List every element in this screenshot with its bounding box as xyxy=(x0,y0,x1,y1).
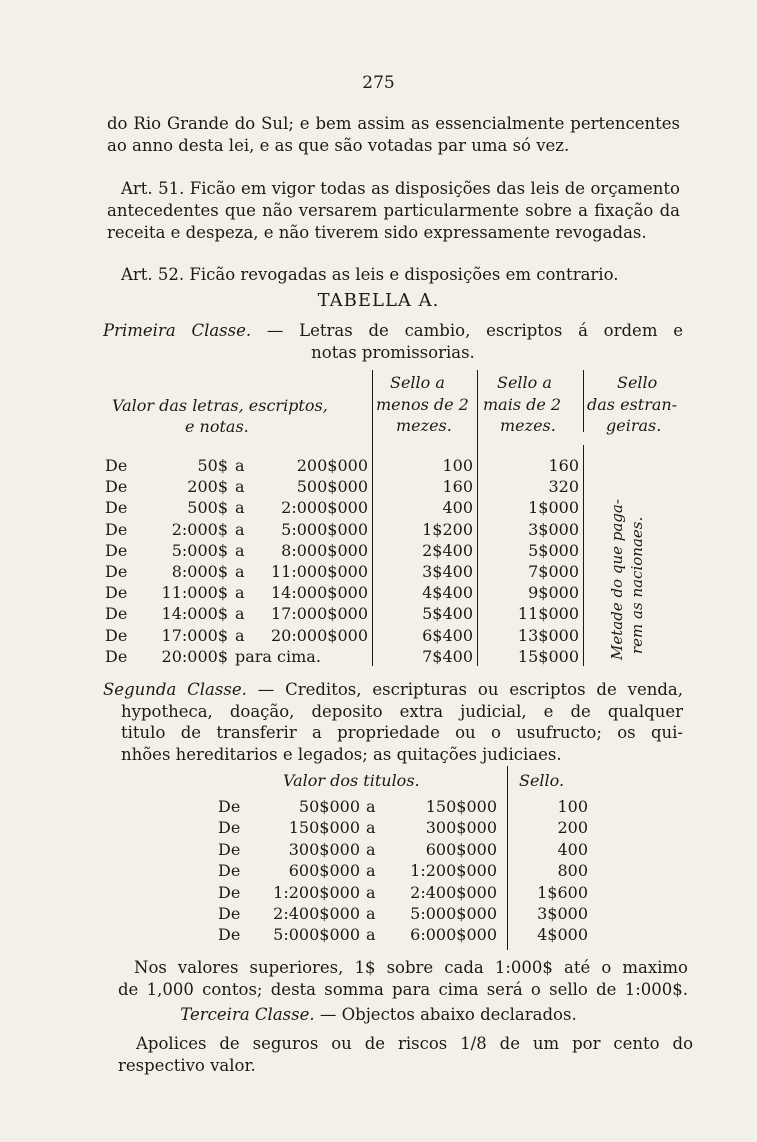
row-a: a xyxy=(366,818,376,838)
paragraph-art-51: Art. 51. Ficão em vigor todas as disposições das leis de orçamento antecedentes que não versarem particularmente sobre a fixação da receita e despeza, e não tiverem sido expressamente revogadas. xyxy=(107,179,680,242)
terceira-classe-text: — Objectos abaixo declarados. xyxy=(314,1005,577,1024)
nos-valores-line-1: Nos valores superiores, 1$ sobre cada 1:000$ até o maximo xyxy=(134,958,688,977)
row-sello-mais: 9$000 xyxy=(528,583,579,603)
row-a: a xyxy=(366,861,376,881)
row-de: De xyxy=(105,540,128,560)
row-sello-menos: 3$400 xyxy=(422,562,473,581)
row-from: 150$000 xyxy=(288,818,360,838)
header-sello-estran-c: geiras. xyxy=(606,416,662,435)
row-a: a xyxy=(235,519,245,539)
row-to: 5:000$000 xyxy=(410,904,497,923)
row-a: a xyxy=(235,562,245,581)
paragraph-art-52: Art. 52. Ficão revogadas as leis e disposições em contrario. xyxy=(121,265,619,284)
row-to: 11:000$000 xyxy=(270,562,368,581)
row-from: 2:000$ xyxy=(171,519,228,539)
row-from: 5:000$ xyxy=(171,540,228,560)
table2-rule xyxy=(507,766,508,950)
apolices-line-1: Apolices de seguros ou de riscos 1/8 de um por cento do xyxy=(136,1034,693,1053)
row-sello-menos: 7$400 xyxy=(422,646,473,666)
row-sello-mais: 160 xyxy=(548,456,579,475)
row-sello-menos: 1$200 xyxy=(422,519,473,539)
row-de: De xyxy=(105,519,128,539)
row-from: 1:200$000 xyxy=(273,882,360,902)
rotated-note-2: rem as nacionaes. xyxy=(628,516,646,654)
row-a: a xyxy=(235,604,245,624)
row-sello-mais: 13$000 xyxy=(517,625,579,645)
row-a: a xyxy=(366,925,376,945)
row-from: 14:000$ xyxy=(161,604,228,624)
segunda-classe-line-3: titulo de transferir a propriedade ou o usufructo; os qui- xyxy=(121,723,683,743)
terceira-classe-label: Terceira Classe. xyxy=(180,1005,315,1024)
row-de: De xyxy=(105,456,128,475)
row-sello-menos: 400 xyxy=(442,498,473,518)
row-a: a xyxy=(235,477,245,497)
row-from: 300$000 xyxy=(288,839,360,859)
nos-valores xyxy=(118,957,688,1000)
header-sello-menos-c: mezes. xyxy=(396,416,452,435)
row-to: 150$000 xyxy=(425,797,497,816)
row-sello-menos: 6$400 xyxy=(422,625,473,645)
primeira-classe-text-1: Letras de cambio, escriptos á ordem e xyxy=(299,321,683,340)
row-a: a xyxy=(366,904,376,923)
row-from: 5:000$000 xyxy=(273,925,360,945)
row-from: 11:000$ xyxy=(161,583,228,603)
row-sello-mais: 3$000 xyxy=(528,519,579,539)
row-sello-mais: 11$000 xyxy=(517,604,579,624)
row-sello: 100 xyxy=(557,797,588,816)
terceira-classe xyxy=(0,1005,757,1024)
segunda-classe-label: Segunda Classe. xyxy=(103,680,247,699)
header-sello: Sello. xyxy=(519,771,565,790)
row-de: De xyxy=(105,498,128,518)
row-sello: 3$000 xyxy=(537,904,588,923)
row-a: a xyxy=(235,625,245,645)
header-sello-mais-b: mais de 2 xyxy=(483,395,562,414)
row-sello: 200 xyxy=(557,818,588,838)
row-de: De xyxy=(218,904,241,923)
primeira-classe-dash: — xyxy=(251,321,300,340)
header-valor-2: e notas. xyxy=(185,417,249,436)
header-sello-menos-b: menos de 2 xyxy=(376,395,469,414)
row-de: De xyxy=(218,882,241,902)
row-from: 20:000$ xyxy=(161,646,228,666)
row-sello-mais: 7$000 xyxy=(528,562,579,581)
tabella-title: TABELLA A. xyxy=(317,290,440,311)
row-from: 8:000$ xyxy=(171,562,228,581)
row-from: 200$ xyxy=(187,477,228,497)
rotated-note-1: Metade do que paga- xyxy=(608,499,626,660)
row-to: 2:000$000 xyxy=(281,498,368,518)
row-sello-mais: 320 xyxy=(548,477,579,497)
apolices xyxy=(118,1033,693,1076)
header-valor-titulos: Valor dos titulos. xyxy=(283,771,420,790)
row-a: a xyxy=(235,583,245,603)
row-to: 500$000 xyxy=(296,477,368,497)
row-a: a xyxy=(235,540,245,560)
row-from: 17:000$ xyxy=(161,625,228,645)
row-de: De xyxy=(218,925,241,945)
row-sello: 1$600 xyxy=(537,882,588,902)
nos-valores-line-2: de 1,000 contos; desta somma para cima será o sello de 1:000$. xyxy=(118,979,688,999)
row-sello: 4$000 xyxy=(537,925,588,945)
row-a: a xyxy=(235,498,245,518)
row-sello-menos: 2$400 xyxy=(422,540,473,560)
row-de: De xyxy=(105,646,128,666)
row-to: 8:000$000 xyxy=(281,540,368,560)
row-to: 2:400$000 xyxy=(410,882,497,902)
primeira-classe-text-2: notas promissorias. xyxy=(311,343,475,362)
row-sello: 800 xyxy=(557,861,588,881)
row-to: 20:000$000 xyxy=(270,625,368,645)
header-sello-estran-b: das estran- xyxy=(587,395,678,414)
primeira-classe-label: Primeira Classe. xyxy=(103,321,252,340)
row-sello: 400 xyxy=(557,839,588,859)
row-sello-mais: 1$000 xyxy=(528,498,579,518)
row-de: De xyxy=(218,818,241,838)
row-sello-menos: 4$400 xyxy=(422,583,473,603)
row-sello-menos: 160 xyxy=(442,477,473,497)
segunda-classe-line-4: nhões hereditarios e legados; as quitações judiciaes. xyxy=(121,744,562,764)
apolices-line-2: respectivo valor. xyxy=(118,1055,256,1075)
row-to: 5:000$000 xyxy=(281,519,368,539)
row-from: 50$000 xyxy=(298,797,360,816)
header-sello-estran-a: Sello xyxy=(617,373,658,392)
row-a: a xyxy=(366,797,376,816)
row-to: 600$000 xyxy=(425,839,497,859)
page-number: 275 xyxy=(362,73,395,93)
row-to: 200$000 xyxy=(296,456,368,475)
row-de: De xyxy=(105,625,128,645)
row-a: para cima. xyxy=(235,646,321,666)
row-to: 300$000 xyxy=(425,818,497,838)
row-from: 600$000 xyxy=(288,861,360,881)
header-sello-menos-a: Sello a xyxy=(390,373,445,392)
row-de: De xyxy=(105,562,128,581)
paragraph-rio-grande: do Rio Grande do Sul; e bem assim as essencialmente pertencentes ao anno desta lei, e as que são votadas par uma só vez. xyxy=(107,114,680,155)
row-a: a xyxy=(235,456,245,475)
row-sello-menos: 100 xyxy=(442,456,473,475)
segunda-classe-line-1: — Creditos, escripturas ou escriptos de venda, xyxy=(246,680,683,699)
row-de: De xyxy=(105,477,128,497)
row-de: De xyxy=(218,839,241,859)
header-sello-mais-c: mezes. xyxy=(500,416,556,435)
row-sello-menos: 5$400 xyxy=(422,604,473,624)
row-de: De xyxy=(218,861,241,881)
row-to: 17:000$000 xyxy=(270,604,368,624)
row-to: 6:000$000 xyxy=(410,925,497,945)
header-sello-mais-a: Sello a xyxy=(497,373,552,392)
segunda-classe-line-2: hypotheca, doação, deposito extra judicial, e de qualquer xyxy=(121,701,683,721)
row-from: 500$ xyxy=(187,498,228,518)
row-de: De xyxy=(105,583,128,603)
row-to: 1:200$000 xyxy=(410,861,497,881)
row-a: a xyxy=(366,839,376,859)
row-sello-mais: 5$000 xyxy=(528,540,579,560)
row-sello-mais: 15$000 xyxy=(517,646,579,666)
row-de: De xyxy=(218,797,241,816)
row-a: a xyxy=(366,882,376,902)
row-from: 2:400$000 xyxy=(273,904,360,923)
header-valor: Valor das letras, escriptos, xyxy=(112,396,328,415)
row-from: 50$ xyxy=(197,456,228,475)
row-de: De xyxy=(105,604,128,624)
row-to: 14:000$000 xyxy=(270,583,368,603)
